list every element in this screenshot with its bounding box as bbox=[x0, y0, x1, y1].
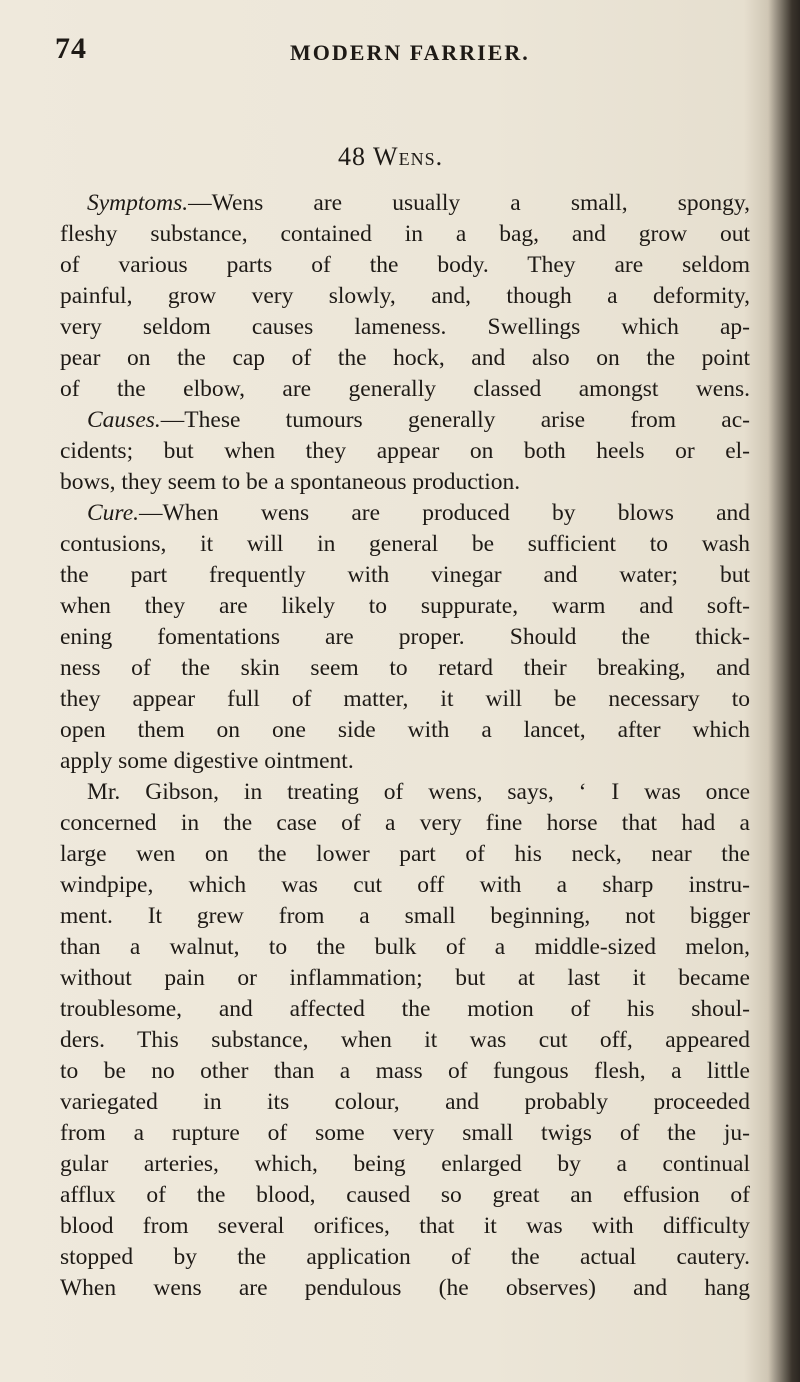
text-line: cidents; but when they appear on both heels or el- bbox=[60, 438, 750, 464]
text-line: of various parts of the body. They are seldom bbox=[60, 252, 750, 278]
text-line: large wen on the lower part of his neck, near the bbox=[60, 841, 750, 867]
text-line: ment. It grew from a small beginning, not bigger bbox=[60, 903, 750, 929]
line-text: —Wens are usually a small, spongy, bbox=[188, 190, 750, 216]
text-line: pear on the cap of the hock, and also on the point bbox=[60, 345, 750, 371]
text-line: contusions, it will in general be sufficient to wash bbox=[60, 531, 750, 557]
line-text: —When wens are produced by blows and bbox=[139, 500, 750, 526]
text-line: variegated in its colour, and probably proceeded bbox=[60, 1089, 750, 1115]
text-line: of the elbow, are generally classed amongst wens. bbox=[60, 376, 750, 402]
text-line bbox=[60, 405, 750, 436]
text-line: concerned in the case of a very fine horse that had a bbox=[60, 810, 750, 836]
text-line: stopped by the application of the actual cautery. bbox=[60, 1244, 750, 1270]
text-line: blood from several orifices, that it was with difficulty bbox=[60, 1213, 750, 1239]
text-line: the part frequently with vinegar and water; but bbox=[60, 562, 750, 588]
text-line: without pain or inflammation; but at last it became bbox=[60, 965, 750, 991]
paragraph-lead: Causes. bbox=[87, 407, 161, 433]
text-line bbox=[60, 188, 750, 219]
page-number: 74 bbox=[55, 32, 87, 65]
text-line: When wens are pendulous (he observes) and hang bbox=[60, 1275, 750, 1301]
section-heading: 48 Wens. bbox=[338, 142, 444, 171]
text-line: windpipe, which was cut off with a sharp instru- bbox=[60, 872, 750, 898]
text-line: bows, they seem to be a spontaneous production. bbox=[60, 469, 521, 495]
text-line: ders. This substance, when it was cut off, appeared bbox=[60, 1027, 750, 1053]
text-line: than a walnut, to the bulk of a middle-sized melon, bbox=[60, 934, 750, 960]
text-line: afflux of the blood, caused so great an effusion of bbox=[60, 1182, 750, 1208]
text-line: open them on one side with a lancet, after which bbox=[60, 717, 750, 743]
text-line: very seldom causes lameness. Swellings which ap- bbox=[60, 314, 750, 340]
body-text bbox=[60, 188, 750, 1304]
text-line: they appear full of matter, it will be necessary to bbox=[60, 686, 750, 712]
text-line: painful, grow very slowly, and, though a deformity, bbox=[60, 283, 750, 309]
text-line: ness of the skin seem to retard their breaking, and bbox=[60, 655, 750, 681]
text-line: to be no other than a mass of fungous flesh, a little bbox=[60, 1058, 750, 1084]
text-line bbox=[60, 498, 750, 529]
line-text: —These tumours generally arise from ac- bbox=[160, 407, 750, 433]
paragraph-lead: Cure. bbox=[87, 500, 140, 526]
text-line: gular arteries, which, being enlarged by a continual bbox=[60, 1151, 750, 1177]
text-line: fleshy substance, contained in a bag, and grow out bbox=[60, 221, 750, 247]
running-title: MODERN FARRIER. bbox=[290, 40, 530, 65]
text-line: apply some digestive ointment. bbox=[60, 748, 354, 774]
text-line: ening fomentations are proper. Should the thick- bbox=[60, 624, 750, 650]
text-line: troublesome, and affected the motion of his shoul- bbox=[60, 996, 750, 1022]
text-line: from a rupture of some very small twigs of the ju- bbox=[60, 1120, 750, 1146]
paragraph-lead: Symptoms. bbox=[87, 190, 189, 216]
text-line: Mr. Gibson, in treating of wens, says, ‘ I was once bbox=[87, 779, 750, 805]
text-line: when they are likely to suppurate, warm and soft- bbox=[60, 593, 750, 619]
running-head bbox=[55, 18, 775, 68]
